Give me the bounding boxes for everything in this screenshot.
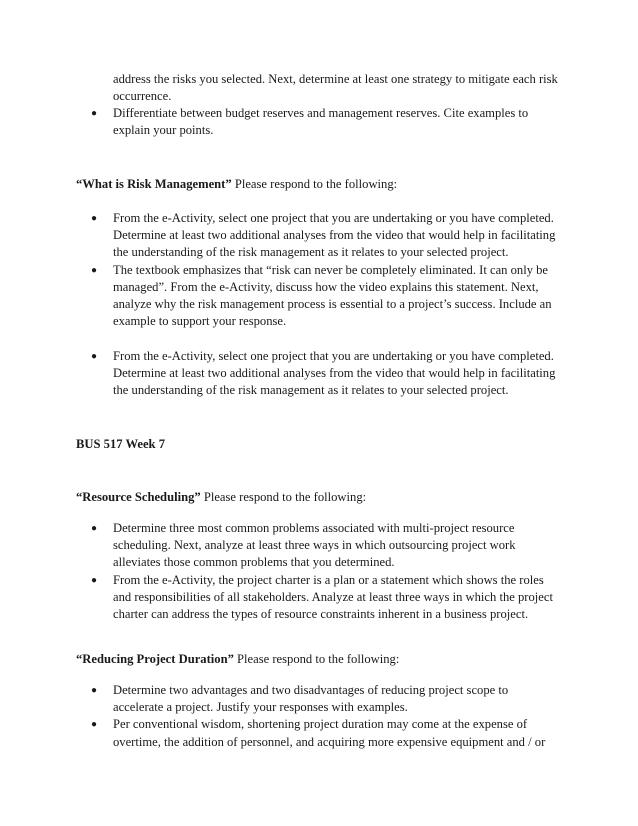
list-item-text: From the e-Activity, select one project that you are undertaking or you have completed. Determine at least two additional analyses from the video that would help in facilitating the understanding of the risk management as it relates to your selected project.	[113, 349, 556, 398]
list-item-text: Per conventional wisdom, shortening project duration may come at the expense of overtime, the addition of personnel, and acquiring more expensive equipment and / or	[113, 717, 546, 749]
list-item	[0, 105, 561, 139]
bullet-icon: ●	[91, 351, 98, 362]
section-resource-list	[0, 520, 638, 623]
week-heading	[0, 436, 638, 453]
bullet-icon: ●	[91, 213, 98, 224]
section-prompt: Please respond to the following:	[231, 177, 398, 191]
list-item-text: Determine three most common problems associated with multi-project resource scheduling. Next, analyze at least three ways in which outsourcing project work alleviates those common problems that you determined.	[113, 521, 516, 570]
top-bullet-list	[0, 105, 638, 139]
section-title: “Reducing Project Duration”	[76, 652, 234, 666]
section-duration-heading	[0, 651, 638, 668]
top-continuation	[0, 71, 638, 105]
bullet-icon: ●	[91, 685, 98, 696]
list-item	[0, 348, 561, 400]
list-item	[0, 210, 561, 262]
section-repeat-list	[0, 348, 638, 400]
bullet-icon: ●	[91, 523, 98, 534]
bullet-icon: ●	[91, 719, 98, 731]
list-item-text: The textbook emphasizes that “risk can never be completely eliminated. It can only be managed”. From the e-Activity, discuss how the video explains this statement. Next, analyze why the risk management process is essential to a project’s success. Include an example to support your response.	[113, 262, 552, 329]
section-prompt: Please respond to the following:	[233, 652, 400, 666]
section-title: “What is Risk Management”	[76, 177, 232, 191]
section-prompt: Please respond to the following:	[200, 490, 367, 504]
list-item-text: Determine two advantages and two disadvantages of reducing project scope to accelerate a project. Justify your responses with examples.	[113, 683, 509, 715]
continuation-text: address the risks you selected. Next, determine at least one strategy to mitigate each risk occurrence.	[113, 72, 558, 104]
bullet-icon: ●	[91, 574, 98, 586]
bullet-icon: ●	[91, 108, 98, 119]
section-resource-heading	[0, 489, 638, 506]
section-title: “Resource Scheduling”	[76, 490, 201, 504]
bullet-icon: ●	[91, 264, 98, 276]
week-heading-text: BUS 517 Week 7	[76, 437, 165, 451]
list-item	[0, 572, 561, 624]
list-item	[0, 682, 561, 716]
list-item-text: Differentiate between budget reserves and management reserves. Cite examples to explain your points.	[113, 106, 529, 138]
section-duration-list	[0, 682, 638, 751]
list-item	[0, 262, 561, 331]
list-item-text: From the e-Activity, select one project that you are undertaking or you have completed. Determine at least two additional analyses from the video that would help in facilitating the understanding of the risk management as it relates to your selected project.	[113, 211, 556, 260]
list-item	[0, 520, 561, 572]
list-item	[0, 716, 561, 750]
list-item-text: From the e-Activity, the project charter is a plan or a statement which shows the roles and responsibilities of all stakeholders. Analyze at least three ways in which the project charter can address the types of resource constraints inherent in a business project.	[113, 572, 553, 622]
section-risk-heading	[0, 176, 638, 193]
section-risk-list	[0, 210, 638, 330]
